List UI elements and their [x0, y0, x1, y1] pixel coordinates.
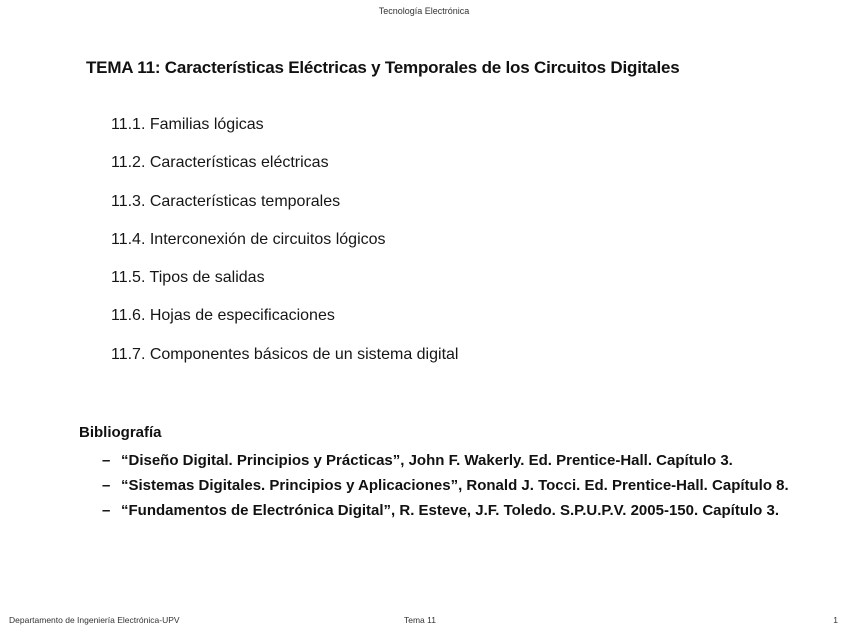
footer-page-number: 1 — [833, 615, 838, 625]
bibliography-item-text: “Fundamentos de Electrónica Digital”, R. Esteve, J.F. Toledo. S.P.U.P.V. 2005-150. Capítulo 3. — [121, 502, 779, 519]
bibliography-item-text: “Sistemas Digitales. Principios y Aplicaciones”, Ronald J. Tocci. Ed. Prentice-Hall. Capítulo 8. — [121, 477, 789, 494]
page-title: TEMA 11: Características Eléctricas y Temporales de los Circuitos Digitales — [86, 58, 680, 77]
bibliography-list — [102, 450, 822, 525]
header-course-name: Tecnología Electrónica — [378, 6, 470, 16]
toc-item-11-7: 11.7. Componentes básicos de un sistema digital — [111, 345, 459, 363]
toc-item-11-1: 11.1. Familias lógicas — [111, 116, 264, 133]
toc-item-11-6: 11.6. Hojas de especificaciones — [111, 307, 335, 325]
list-dash: – — [102, 477, 111, 494]
bibliography-item — [102, 500, 822, 521]
bibliography-heading: Bibliografía — [79, 424, 162, 441]
bibliography-item — [102, 475, 822, 496]
footer-department: Departamento de Ingeniería Electrónica-UPV — [9, 615, 180, 625]
list-dash: – — [102, 452, 111, 469]
bibliography-item-text: “Diseño Digital. Principios y Prácticas”, John F. Wakerly. Ed. Prentice-Hall. Capítulo 3. — [121, 452, 733, 469]
bibliography-item — [102, 450, 822, 471]
list-dash: – — [102, 502, 111, 519]
footer-topic: Tema 11 — [404, 615, 436, 625]
toc-item-11-3: 11.3. Características temporales — [111, 192, 341, 210]
toc-item-11-4: 11.4. Interconexión de circuitos lógicos — [111, 230, 386, 248]
table-of-contents — [111, 114, 458, 382]
toc-item-11-2: 11.2. Características eléctricas — [111, 154, 329, 172]
toc-item-11-5: 11.5. Tipos de salidas — [111, 269, 265, 287]
